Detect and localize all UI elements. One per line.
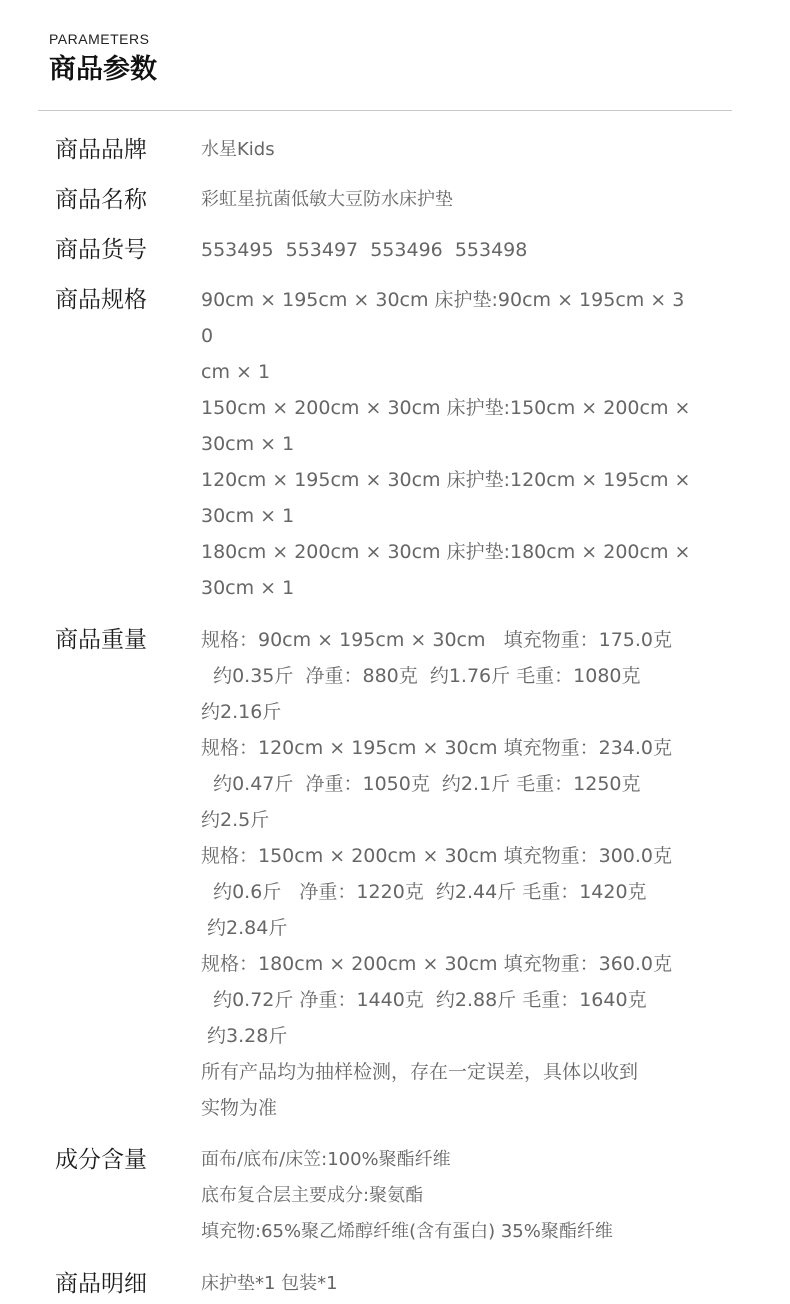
param-value-line: 规格：150cm × 200cm × 30cm 填充物重：300.0克 <box>201 845 673 867</box>
param-value-line: 实物为准 <box>201 1097 278 1119</box>
param-value-line: 约2.16斤 <box>201 701 282 723</box>
param-label: 商品名称 <box>55 187 147 213</box>
param-label: 商品明细 <box>55 1271 147 1297</box>
param-value-line: 约2.84斤 <box>201 917 288 939</box>
param-value-line: 规格：120cm × 195cm × 30cm 填充物重：234.0克 <box>201 737 673 759</box>
header-divider <box>38 110 732 111</box>
param-value-line: 约0.6斤 净重：1220克 约2.44斤 毛重：1420克 <box>201 881 647 903</box>
param-row-contents <box>55 1264 705 1304</box>
param-label: 成分含量 <box>55 1147 147 1173</box>
param-value <box>201 1264 691 1302</box>
param-row-spec <box>55 280 705 606</box>
param-label: 商品规格 <box>55 287 147 313</box>
param-value-line: 底布复合层主要成分:聚氨酯 <box>201 1185 424 1206</box>
param-value <box>201 1140 691 1250</box>
section-eyebrow: PARAMETERS <box>49 31 150 47</box>
param-value-line: 彩虹星抗菌低敏大豆防水床护垫 <box>201 189 453 210</box>
param-value-line: 约0.35斤 净重：880克 约1.76斤 毛重：1080克 <box>201 665 641 687</box>
param-value-line: 553495 553497 553496 553498 <box>201 239 528 261</box>
param-value <box>201 180 691 218</box>
param-value-line: 规格：90cm × 195cm × 30cm 填充物重：175.0克 <box>201 629 672 651</box>
param-value-line: 120cm × 195cm × 30cm 床护垫:120cm × 195cm × <box>201 469 691 491</box>
param-value-line: 30cm × 1 <box>201 433 295 455</box>
parameter-table <box>55 130 705 1304</box>
param-label: 商品重量 <box>55 627 147 653</box>
param-row-name <box>55 180 705 220</box>
param-value-line: 所有产品均为抽样检测，存在一定误差，具体以收到 <box>201 1061 639 1083</box>
param-value-line: 150cm × 200cm × 30cm 床护垫:150cm × 200cm × <box>201 397 691 419</box>
param-value-line: 水星Kids <box>201 139 275 160</box>
param-value-line: 30cm × 1 <box>201 505 295 527</box>
param-value-line: 180cm × 200cm × 30cm 床护垫:180cm × 200cm × <box>201 541 691 563</box>
param-value-line: 填充物:65%聚乙烯醇纤维(含有蛋白) 35%聚酯纤维 <box>201 1221 613 1242</box>
param-value-line: 规格：180cm × 200cm × 30cm 填充物重：360.0克 <box>201 953 673 975</box>
param-value-line: 床护垫*1 包装*1 <box>201 1273 338 1294</box>
param-row-item-number <box>55 230 705 270</box>
param-value <box>201 620 691 1126</box>
param-value-line: 面布/底布/床笠:100%聚酯纤维 <box>201 1149 451 1170</box>
param-value-line: 约3.28斤 <box>201 1025 288 1047</box>
param-value-line: 约0.72斤 净重：1440克 约2.88斤 毛重：1640克 <box>201 989 647 1011</box>
param-row-weight <box>55 620 705 1126</box>
param-value-line: cm × 1 <box>201 361 271 383</box>
param-value <box>201 280 691 606</box>
section-header <box>49 30 157 88</box>
page-title: 商品参数 <box>49 54 157 85</box>
param-label: 商品品牌 <box>55 137 147 163</box>
param-value <box>201 230 691 268</box>
param-value-line: 约2.5斤 <box>201 809 270 831</box>
param-row-brand <box>55 130 705 170</box>
param-label: 商品货号 <box>55 237 147 263</box>
param-value-line: 30cm × 1 <box>201 577 295 599</box>
param-value-line: 约0.47斤 净重：1050克 约2.1斤 毛重：1250克 <box>201 773 641 795</box>
param-value <box>201 130 691 168</box>
param-row-composition <box>55 1140 705 1250</box>
param-value-line: 90cm × 195cm × 30cm 床护垫:90cm × 195cm × 30 <box>201 289 685 347</box>
